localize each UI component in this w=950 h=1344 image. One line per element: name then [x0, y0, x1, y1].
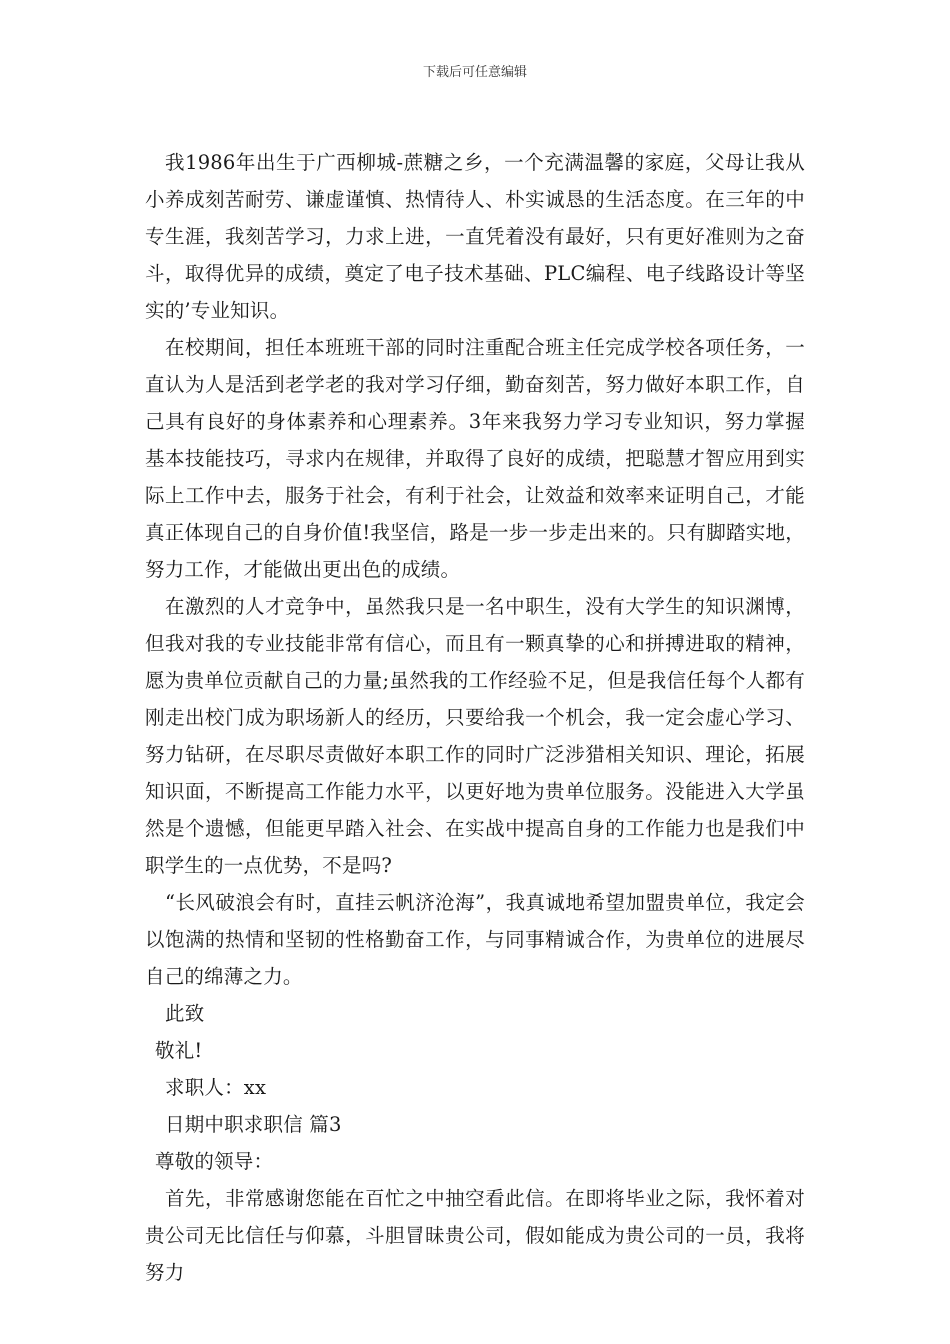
page-header: 下载后可任意编辑: [422, 65, 527, 80]
letter-greeting: 尊敬的领导：: [155, 1150, 274, 1173]
paragraph-school-period: 在校期间，担任本班班干部的同时注重配合班主任完成学校各项任务，一直认为人是活到老学老的我对学习仔细，勤奋刻苦，努力做好本职工作，自己具有良好的身体素养和心理素养。3年来我努力学习专业知识，努力掌握基本技能技巧，寻求内在规律，并取得了良好的成绩，把聪慧才智应用到实际上工作中去，服务于社会，有利于社会，让效益和效率来证明自己，才能真正体现自己的自身价值!我坚信，路是一步一步走出来的。只有脚踏实地，努力工作，才能做出更出色的成绩。: [145, 336, 805, 581]
signature-line: 求职人：xx: [165, 1076, 267, 1099]
closing-salutation: 此致: [165, 1002, 205, 1025]
paragraph-competition: 在激烈的人才竞争中，虽然我只是一名中职生，没有大学生的知识渊博，但我对我的专业技能非常有信心，而且有一颗真挚的心和拼搏进取的精神，愿为贵单位贡献自己的力量;虽然我的工作经验不足，但是我信任每个人都有刚走出校门成为职场新人的经历，只要给我一个机会，我一定会虚心学习、努力钻研，在尽职尽责做好本职工作的同时广泛涉猎相关知识、理论，拓展知识面，不断提高工作能力水平，以更好地为贵单位服务。没能进入大学虽然是个遗憾，但能更早踏入社会、在实战中提高自身的工作能力也是我们中职学生的一点优势，不是吗?: [145, 595, 805, 877]
next-letter-title: 日期中职求职信 篇3: [165, 1113, 342, 1136]
paragraph-introduction: 我1986年出生于广西柳城-蔗糖之乡，一个充满温馨的家庭，父母让我从小养成刻苦耐劳、谦虚谨慎、热情待人、朴实诚恳的生活态度。在三年的中专生涯，我刻苦学习，力求上进，一直凭着没有最好，只有更好准则为之奋斗，取得优异的成绩，奠定了电子技术基础、PLC编程、电子线路设计等坚实的’专业知识。: [145, 151, 805, 322]
closing-regards: 敬礼!: [155, 1039, 203, 1062]
paragraph-opening: 首先，非常感谢您能在百忙之中抽空看此信。在即将毕业之际，我怀着对贵公司无比信任与仰慕，斗胆冒昧贵公司，假如能成为贵公司的一员，我将努力: [145, 1187, 805, 1284]
paragraph-aspiration: “长风破浪会有时，直挂云帆济沧海”，我真诚地希望加盟贵单位，我定会以饱满的热情和坚韧的性格勤奋工作，与同事精诚合作，为贵单位的进展尽自己的绵薄之力。: [145, 891, 805, 988]
document-body: [145, 144, 805, 1291]
